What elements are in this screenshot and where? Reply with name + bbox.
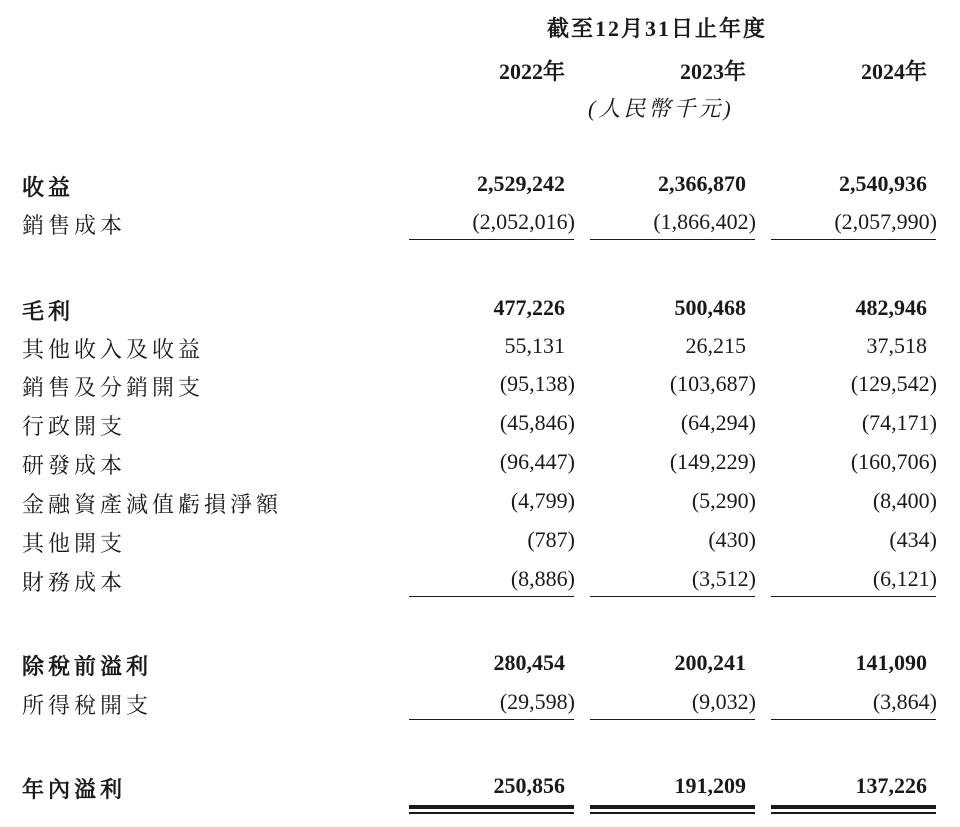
row-label-cost-of-sales: 銷售成本 [22, 213, 127, 238]
row-label-finance-costs: 財務成本 [22, 570, 127, 595]
row-value: (8,400) [872, 488, 937, 513]
row-value: 500,468 [674, 295, 746, 320]
total-double-rule [771, 805, 936, 809]
row-value: (95,138) [499, 371, 575, 396]
row-value: (160,706) [850, 449, 937, 474]
year-header-2023: 2023年 [679, 59, 746, 84]
subtotal-rule [590, 596, 755, 597]
row-value: (430) [708, 527, 756, 552]
year-header-2024: 2024年 [860, 59, 927, 84]
row-value: (8,886) [510, 566, 575, 591]
row-value: 191,209 [674, 773, 746, 798]
row-value: (64,294) [680, 410, 756, 435]
row-value: (45,846) [499, 410, 575, 435]
row-value: 26,215 [685, 333, 746, 358]
row-value: 482,946 [855, 295, 927, 320]
subtotal-rule [590, 239, 755, 240]
subtotal-rule [771, 596, 936, 597]
row-value: 37,518 [866, 333, 927, 358]
row-value: (1,866,402) [653, 209, 756, 234]
row-label-other-income: 其他收入及收益 [22, 337, 205, 362]
row-label-rnd-costs: 研發成本 [22, 453, 127, 478]
row-value: (149,229) [669, 449, 756, 474]
row-value: (96,447) [499, 449, 575, 474]
row-label-selling-expenses: 銷售及分銷開支 [22, 375, 205, 400]
period-title: 截至12月31日止年度 [547, 16, 768, 41]
row-value: 141,090 [855, 650, 927, 675]
row-label-income-tax: 所得稅開支 [22, 693, 153, 718]
row-value: 280,454 [493, 650, 565, 675]
row-label-admin-expenses: 行政開支 [22, 414, 127, 439]
unit-label: (人民幣千元) [588, 96, 734, 121]
row-value: (3,864) [872, 689, 937, 714]
row-value: (29,598) [499, 689, 575, 714]
row-value: 2,366,870 [658, 171, 746, 196]
row-label-revenue: 收益 [22, 175, 75, 200]
row-value: (5,290) [691, 488, 756, 513]
total-double-rule [590, 812, 755, 814]
subtotal-rule [409, 239, 574, 240]
row-value: 477,226 [493, 295, 565, 320]
row-value: 55,131 [504, 333, 565, 358]
row-value: 2,529,242 [477, 171, 565, 196]
subtotal-rule [771, 239, 936, 240]
row-value: (4,799) [510, 488, 575, 513]
row-value: (787) [527, 527, 575, 552]
subtotal-rule [409, 719, 574, 720]
total-double-rule [409, 805, 574, 809]
subtotal-rule [409, 596, 574, 597]
row-value: (2,057,990) [834, 209, 937, 234]
total-double-rule [771, 812, 936, 814]
row-value: (74,171) [861, 410, 937, 435]
row-label-profit-for-year: 年內溢利 [22, 777, 127, 802]
row-label-gross-profit: 毛利 [22, 299, 75, 324]
total-double-rule [590, 805, 755, 809]
row-value: 250,856 [493, 773, 565, 798]
row-value: 200,241 [674, 650, 746, 675]
year-header-2022: 2022年 [498, 59, 565, 84]
row-label-impairment-losses: 金融資產減值虧損淨額 [22, 492, 283, 517]
row-value: (434) [889, 527, 937, 552]
row-value: (6,121) [872, 566, 937, 591]
row-value: (129,542) [850, 371, 937, 396]
row-label-other-expenses: 其他開支 [22, 531, 127, 556]
subtotal-rule [590, 719, 755, 720]
row-value: (103,687) [669, 371, 756, 396]
row-value: (2,052,016) [472, 209, 575, 234]
row-value: 2,540,936 [839, 171, 927, 196]
subtotal-rule [771, 719, 936, 720]
row-value: 137,226 [855, 773, 927, 798]
row-label-profit-before-tax: 除稅前溢利 [22, 654, 153, 679]
row-value: (9,032) [691, 689, 756, 714]
total-double-rule [409, 812, 574, 814]
row-value: (3,512) [691, 566, 756, 591]
